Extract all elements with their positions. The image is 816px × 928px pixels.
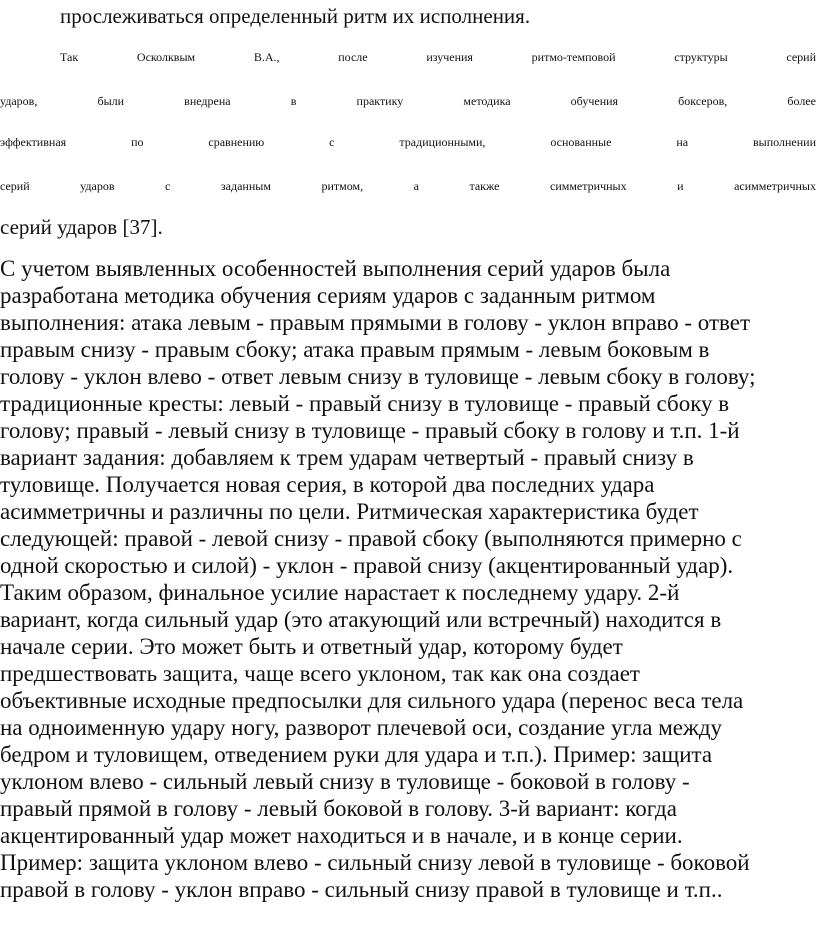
text-line: прослеживаться определенный ритм их исполнения.	[60, 4, 531, 28]
text-line: правый прямой в голову - левый боковой в голову. 3-й вариант: когда	[0, 796, 677, 821]
text-line: вариант задания: добавляем к трем ударам четвертый - правый снизу в	[0, 445, 694, 470]
text-line: голову - уклон влево - ответ левым снизу в туловище - левым сбоку в голову;	[0, 364, 756, 389]
text-line: разработана методика обучения сериям ударов с заданным ритмом	[0, 283, 656, 308]
text-line: следующей: правой - левой снизу - правой сбоку (выполняются примерно с	[0, 526, 742, 551]
text-line: правым снизу - правым сбоку; атака правым прямым - левым боковым в	[0, 337, 710, 362]
text-line: объективные исходные предпосылки для сильного удара (перенос веса тела	[0, 688, 744, 713]
text-line: одной скоростью и силой) - уклон - правой снизу (акцентированный удар).	[0, 553, 734, 578]
text-line: акцентированный удар может находиться и в начале, и в конце серии.	[0, 823, 683, 848]
text-line: уклоном влево - сильный левый снизу в туловище - боковой в голову -	[0, 769, 690, 794]
text-line: Таким образом, финальное усилие нарастает к последнему удару. 2-й	[0, 580, 680, 605]
text-line: на одноименную удару ногу, разворот плечевой оси, создание угла между	[0, 715, 723, 740]
text-line: Пример: защита уклоном влево - сильный снизу левой в туловище - боковой	[0, 850, 750, 875]
text-line: серий ударов [37].	[0, 215, 163, 239]
text-line: эффективная по сравнению с традиционными, основанные на выполнении	[0, 135, 816, 149]
text-line: ударов, были внедрена в практику методика обучения боксеров, более	[0, 94, 816, 108]
text-line: серий ударов с заданным ритмом, а также симметричных и асимметричных	[0, 179, 816, 193]
text-line: С учетом выявленных особенностей выполнения серий ударов была	[0, 256, 671, 281]
text-line: вариант, когда сильный удар (это атакующий или встречный) находится в	[0, 607, 722, 632]
text-line: выполнения: атака левым - правым прямыми в голову - уклон вправо - ответ	[0, 310, 751, 335]
text-line: начале серии. Это может быть и ответный удар, которому будет	[0, 634, 623, 659]
text-line: голову; правый - левый снизу в туловище - правый сбоку в голову и т.п. 1-й	[0, 418, 740, 443]
text-line: традиционные кресты: левый - правый снизу в туловище - правый сбоку в	[0, 391, 730, 416]
text-line: предшествовать защита, чаще всего уклоном, так как она создает	[0, 661, 640, 686]
text-line: правой в голову - уклон вправо - сильный снизу правой в туловище и т.п..	[0, 877, 723, 902]
text-line: бедром и туловищем, отведением руки для удара и т.п.). Пример: защита	[0, 742, 713, 767]
text-line: асимметричны и различны по цели. Ритмическая характеристика будет	[0, 499, 699, 524]
text-line: туловище. Получается новая серия, в которой два последних удара	[0, 472, 655, 497]
text-line: Так Осколквым В.А., после изучения ритмо-темповой структуры серий	[60, 50, 816, 64]
